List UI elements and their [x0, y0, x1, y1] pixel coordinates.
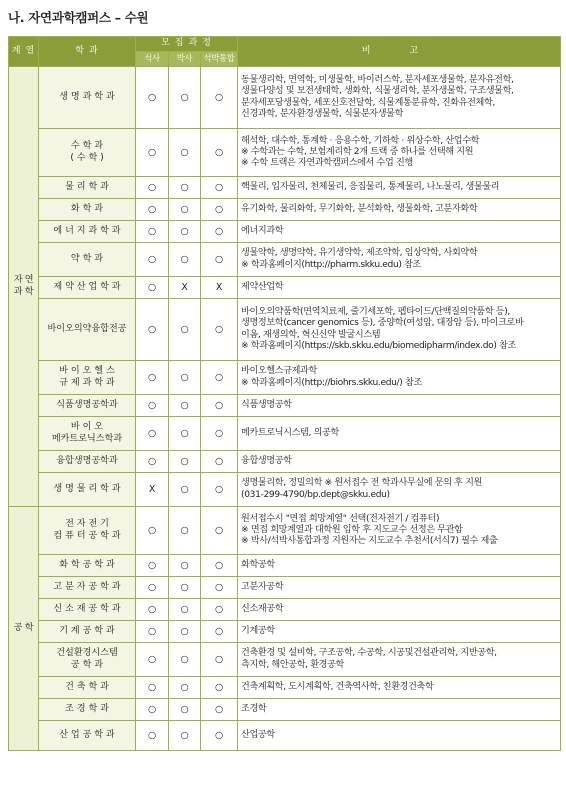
doctoral-mark: ○	[169, 599, 201, 621]
remarks-line: 조경학	[241, 703, 267, 714]
header-integrated: 석박통합	[201, 52, 238, 67]
integrated-mark: ○	[201, 361, 238, 395]
department-name: 조 경 학 과	[39, 699, 136, 721]
header-department: 학 과	[39, 37, 136, 67]
department-name: 생 명 과 학 과	[39, 67, 136, 129]
masters-mark: ○	[136, 417, 169, 451]
table-row	[9, 277, 561, 299]
remarks-line: 원서접수시 "면접 희망계열" 선택(전자전기 / 컴퓨터)	[241, 513, 440, 524]
integrated-mark: ○	[201, 577, 238, 599]
table-row	[9, 129, 561, 177]
masters-mark: X	[136, 473, 169, 507]
masters-mark: ○	[136, 621, 169, 643]
integrated-mark: ○	[201, 699, 238, 721]
integrated-mark: ○	[201, 67, 238, 129]
remarks-line: 분자세포당생물학, 세포신호전달학, 식물계통분류학, 진화유전체학,	[241, 97, 495, 108]
remarks-line: ※ 수학과는 수학, 보험계리학 2개 트랙 중 하나를 선택해 지원	[241, 146, 474, 157]
doctoral-mark: ○	[169, 299, 201, 361]
integrated-mark: ○	[201, 199, 238, 221]
header-programs: 모 집 과 정	[136, 37, 238, 52]
masters-mark: ○	[136, 199, 169, 221]
remarks-line: 신소재공학	[241, 603, 284, 614]
table-row	[9, 577, 561, 599]
remarks-cell	[238, 395, 561, 417]
doctoral-mark: ○	[169, 699, 201, 721]
remarks-line: 생명물리학, 정밀의학 ※ 원서접수 전 학과사무실에 문의 후 지원	[241, 478, 483, 489]
department-name: 융합생명공학과	[39, 451, 136, 473]
remarks-cell	[238, 473, 561, 507]
integrated-mark: ○	[201, 129, 238, 177]
table-row	[9, 395, 561, 417]
doctoral-mark: ○	[169, 129, 201, 177]
department-name: 고 분 자 공 학 과	[39, 577, 136, 599]
masters-mark: ○	[136, 577, 169, 599]
table-row	[9, 199, 561, 221]
department-name: 전 자 전 기 컴 퓨 터 공 학 과	[39, 507, 136, 555]
remarks-line: 에너지과학	[241, 225, 284, 236]
section-title: 나. 자연과학캠퍼스 – 수원	[8, 10, 149, 25]
remarks-line: 건축계획학, 도시계획학, 건축역사학, 친환경건축학	[241, 681, 434, 692]
doctoral-mark: ○	[169, 451, 201, 473]
masters-mark: ○	[136, 677, 169, 699]
department-name: 바 이 오 헬 스 규 제 과 학 과	[39, 361, 136, 395]
doctoral-mark: X	[169, 277, 201, 299]
remarks-line: 바이오의약품학(면역치료제, 줄기세포학, 펩타이드/단백질의약품학 등),	[241, 307, 510, 318]
integrated-mark: ○	[201, 721, 238, 751]
doctoral-mark: ○	[169, 555, 201, 577]
integrated-mark: ○	[201, 643, 238, 677]
remarks-cell	[238, 721, 561, 751]
table-body	[9, 67, 561, 751]
remarks-line: 이옴, 재생의학, 혁신신약 발굴시스템	[241, 329, 381, 340]
remarks-line: 동물생리학, 면역학, 미생물학, 바이러스학, 분자세포생물학, 분자유전학,	[241, 75, 514, 86]
department-name: 에 너 지 과 학 과	[39, 221, 136, 243]
department-name: 신 소 재 공 학 과	[39, 599, 136, 621]
remarks-cell	[238, 67, 561, 129]
integrated-mark: ○	[201, 243, 238, 277]
remarks-cell	[238, 361, 561, 395]
integrated-mark: ○	[201, 555, 238, 577]
integrated-mark: ○	[201, 599, 238, 621]
table-row	[9, 243, 561, 277]
integrated-mark: ○	[201, 473, 238, 507]
table-row	[9, 555, 561, 577]
remarks-cell	[238, 555, 561, 577]
remarks-cell	[238, 451, 561, 473]
doctoral-mark: ○	[169, 67, 201, 129]
remarks-line: 측지학, 해안공학, 환경공학	[241, 659, 344, 670]
masters-mark: ○	[136, 361, 169, 395]
doctoral-mark: ○	[169, 177, 201, 199]
integrated-mark: ○	[201, 299, 238, 361]
remarks-line: 생명정보학(cancer genomics 등), 중양학(여성암, 대장암 등), 마이크로바	[241, 318, 524, 329]
masters-mark: ○	[136, 277, 169, 299]
remarks-line: (031-299-4790/bp.dept@skku.edu)	[241, 489, 390, 500]
integrated-mark: ○	[201, 177, 238, 199]
masters-mark: ○	[136, 451, 169, 473]
remarks-cell	[238, 221, 561, 243]
masters-mark: ○	[136, 129, 169, 177]
remarks-cell	[238, 577, 561, 599]
remarks-line: 융합생명공학	[241, 455, 292, 466]
integrated-mark: ○	[201, 677, 238, 699]
remarks-line: 유기화학, 물리화학, 무기화학, 분석화학, 생물화학, 고분자화학	[241, 203, 478, 214]
remarks-cell	[238, 417, 561, 451]
remarks-line: 핵물리, 입자물리, 천체물리, 응집물리, 통계물리, 나노물리, 생물물리	[241, 181, 500, 192]
department-name: 수 학 과 ( 수 학 )	[39, 129, 136, 177]
remarks-cell	[238, 699, 561, 721]
department-name: 식품생명공학과	[39, 395, 136, 417]
remarks-cell	[238, 277, 561, 299]
remarks-line: 고분자공학	[241, 581, 284, 592]
doctoral-mark: ○	[169, 577, 201, 599]
table-row	[9, 699, 561, 721]
department-name: 건설환경시스템 공 학 과	[39, 643, 136, 677]
doctoral-mark: ○	[169, 417, 201, 451]
department-name: 건 축 학 과	[39, 677, 136, 699]
department-name: 산 업 공 학 과	[39, 721, 136, 751]
table-row	[9, 361, 561, 395]
category-engineering: 공 학	[9, 507, 39, 751]
table-row	[9, 677, 561, 699]
header-doctoral: 박사	[169, 52, 201, 67]
remarks-line: 생물약학, 생명약학, 유기생약학, 제조약학, 임상약학, 사회약학	[241, 248, 478, 259]
table-row	[9, 221, 561, 243]
masters-mark: ○	[136, 243, 169, 277]
table-row	[9, 451, 561, 473]
category-natural-science: 자 연 과 학	[9, 67, 39, 507]
masters-mark: ○	[136, 299, 169, 361]
doctoral-mark: ○	[169, 643, 201, 677]
doctoral-mark: ○	[169, 507, 201, 555]
masters-mark: ○	[136, 395, 169, 417]
table-row	[9, 599, 561, 621]
integrated-mark: ○	[201, 221, 238, 243]
remarks-cell	[238, 643, 561, 677]
table-row	[9, 417, 561, 451]
remarks-line: ※ 수학 트랙은 자연과학캠퍼스에서 수업 진행	[241, 158, 413, 169]
department-name: 제 약 산 업 학 과	[39, 277, 136, 299]
department-name: 화 학 공 학 과	[39, 555, 136, 577]
masters-mark: ○	[136, 507, 169, 555]
doctoral-mark: ○	[169, 395, 201, 417]
header-masters: 석사	[136, 52, 169, 67]
remarks-cell	[238, 129, 561, 177]
remarks-line: 기계공학	[241, 625, 275, 636]
remarks-line: 메카트로닉시스템, 의공학	[241, 427, 339, 438]
remarks-line: 신경과학, 분자환경생물학, 식물분자생물학	[241, 108, 404, 119]
masters-mark: ○	[136, 599, 169, 621]
integrated-mark: ○	[201, 507, 238, 555]
remarks-line: 건축환경 및 설비학, 구조공학, 수공학, 시공및건설관리학, 지반공학,	[241, 648, 497, 659]
remarks-cell	[238, 677, 561, 699]
department-name: 바이오의약융합전공	[39, 299, 136, 361]
remarks-cell	[238, 177, 561, 199]
table-row	[9, 299, 561, 361]
program-table	[8, 36, 561, 751]
masters-mark: ○	[136, 177, 169, 199]
remarks-line: 제약산업학	[241, 281, 284, 292]
masters-mark: ○	[136, 221, 169, 243]
remarks-line: ※ 학과홈페이지(https://skb.skku.edu/biomedipharm/index.do) 참조	[241, 340, 516, 351]
integrated-mark: ○	[201, 417, 238, 451]
remarks-line: 식품생명공학	[241, 399, 292, 410]
remarks-line: ※ 학과홈페이지(http://biohrs.skku.edu/) 참조	[241, 377, 422, 388]
department-name: 생 명 물 리 학 과	[39, 473, 136, 507]
masters-mark: ○	[136, 699, 169, 721]
remarks-line: 해석학, 대수학, 통계학 · 응용수학, 기하학 · 위상수학, 산업수학	[241, 135, 480, 146]
department-name: 바 이 오 메카트로닉스학과	[39, 417, 136, 451]
remarks-line: ※ 학과홈페이지(http://pharm.skku.edu) 참조	[241, 259, 421, 270]
remarks-cell	[238, 621, 561, 643]
header-remarks: 비 고	[238, 37, 561, 67]
remarks-cell	[238, 507, 561, 555]
masters-mark: ○	[136, 721, 169, 751]
table-row	[9, 67, 561, 129]
doctoral-mark: ○	[169, 621, 201, 643]
remarks-line: 생물다양성 및 보전생태학, 생화학, 식물생리학, 분자생물학, 구조생물학,	[241, 86, 514, 97]
table-row	[9, 721, 561, 751]
remarks-cell	[238, 299, 561, 361]
remarks-cell	[238, 599, 561, 621]
doctoral-mark: ○	[169, 243, 201, 277]
remarks-line: ※ 박사/석박사통합과정 지원자는 지도교수 추천서(서식7) 필수 제출	[241, 536, 498, 547]
masters-mark: ○	[136, 555, 169, 577]
doctoral-mark: ○	[169, 677, 201, 699]
integrated-mark: ○	[201, 395, 238, 417]
table-row	[9, 507, 561, 555]
remarks-line: 바이오헬스규제과학	[241, 366, 317, 377]
table-row	[9, 621, 561, 643]
remarks-line: 화학공학	[241, 559, 275, 570]
integrated-mark: X	[201, 277, 238, 299]
doctoral-mark: ○	[169, 221, 201, 243]
remarks-cell	[238, 243, 561, 277]
remarks-cell	[238, 199, 561, 221]
masters-mark: ○	[136, 67, 169, 129]
department-name: 약 학 과	[39, 243, 136, 277]
integrated-mark: ○	[201, 621, 238, 643]
remarks-line: 산업공학	[241, 729, 275, 740]
header-category: 계 열	[9, 37, 39, 67]
remarks-line: ※ 면접 희망계열과 대학원 입학 후 지도교수 선정은 무관함	[241, 524, 463, 535]
doctoral-mark: ○	[169, 721, 201, 751]
table-row	[9, 473, 561, 507]
table-row	[9, 177, 561, 199]
doctoral-mark: ○	[169, 361, 201, 395]
integrated-mark: ○	[201, 451, 238, 473]
department-name: 물 리 학 과	[39, 177, 136, 199]
masters-mark: ○	[136, 643, 169, 677]
department-name: 화 학 과	[39, 199, 136, 221]
doctoral-mark: ○	[169, 473, 201, 507]
department-name: 기 계 공 학 과	[39, 621, 136, 643]
table-row	[9, 643, 561, 677]
doctoral-mark: ○	[169, 199, 201, 221]
